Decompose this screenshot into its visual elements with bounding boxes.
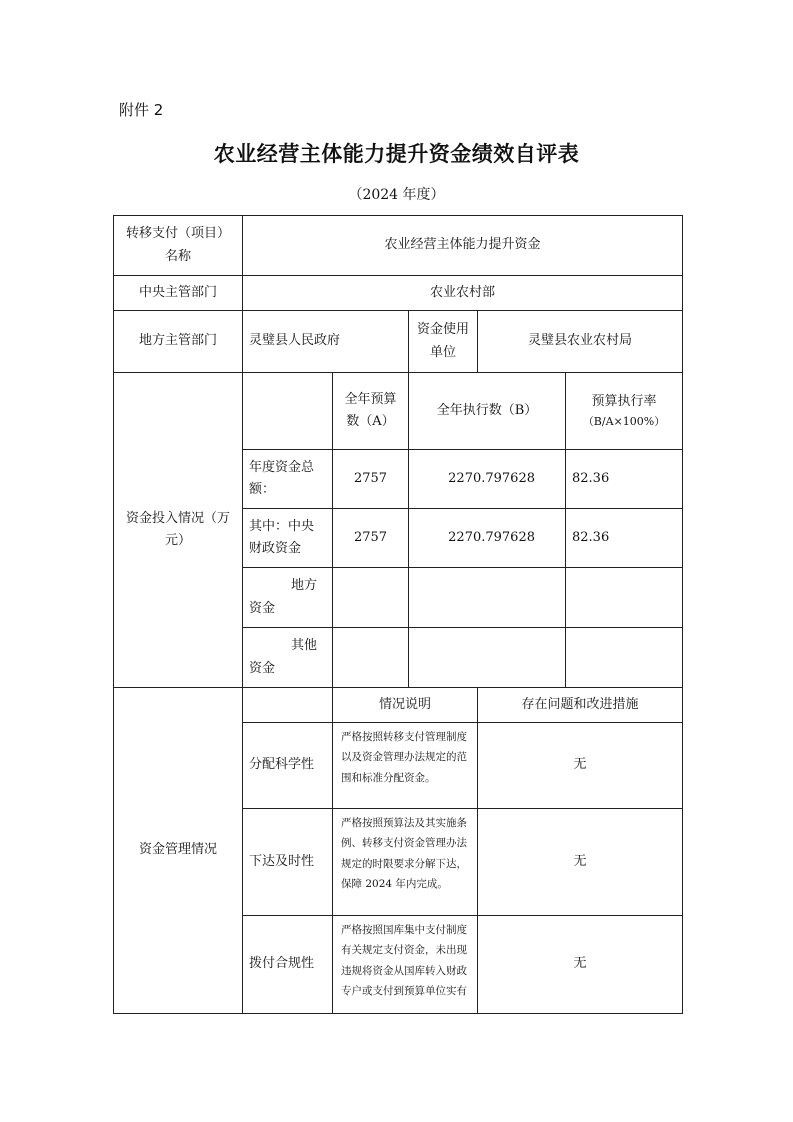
local-dept-value: 灵璧县人民政府: [243, 311, 409, 373]
management-section-label: 资金管理情况: [114, 688, 243, 1014]
management-row-label: 下达及时性: [243, 809, 333, 916]
year-label: （2024 年度）: [348, 187, 445, 203]
funds-row-budget: 2757: [333, 450, 409, 509]
management-row-label: 分配科学性: [243, 723, 333, 809]
col-rate-header-line2: （B/A×100%）: [582, 414, 666, 428]
funds-row-exec: 2270.797628: [409, 509, 566, 568]
project-name-label: 转移支付（项目）名称: [114, 216, 243, 276]
management-row-desc: 严格按照预算法及其实施条例、转移支付资金管理办法规定的时限要求分解下达，保障 2024 年内完成。: [333, 809, 478, 916]
funds-row-budget: [333, 628, 409, 688]
funds-section-label: 资金投入情况（万元）: [114, 373, 243, 688]
funds-row-label: 年度资金总额：: [243, 450, 333, 509]
funds-row-exec: 2270.797628: [409, 450, 566, 509]
funds-row-budget: 2757: [333, 509, 409, 568]
management-row-issue: 无: [478, 916, 683, 1014]
funds-row-exec: [409, 628, 566, 688]
funds-row-label: 地方资金: [243, 568, 333, 628]
funds-row-exec: [409, 568, 566, 628]
funds-row-budget: [333, 568, 409, 628]
col-desc-header: 情况说明: [333, 688, 478, 723]
col-rate-header-line1: 预算执行率: [591, 393, 657, 409]
funds-row-rate: [566, 568, 683, 628]
funds-row-rate: [566, 628, 683, 688]
funding-unit-value: 灵璧县农业农村局: [478, 311, 683, 373]
col-issue-header: 存在问题和改进措施: [478, 688, 683, 723]
col-exec-header: 全年执行数（B）: [409, 373, 566, 450]
funds-row-rate: 82.36: [566, 509, 683, 568]
funds-row-label: 其他资金: [243, 628, 333, 688]
management-header-blank: [243, 688, 333, 723]
attachment-label: 附件 2: [119, 101, 164, 119]
funds-row-rate: 82.36: [566, 450, 683, 509]
funding-unit-label: 资金使用单位: [409, 311, 478, 373]
funds-row-label: 其中：中央财政资金: [243, 509, 333, 568]
col-budget-header: 全年预算数（A）: [333, 373, 409, 450]
local-dept-label: 地方主管部门: [114, 311, 243, 373]
evaluation-table: [113, 215, 683, 1014]
page-title: 农业经营主体能力提升资金绩效自评表: [213, 142, 580, 166]
central-dept-value: 农业农村部: [243, 276, 683, 311]
management-row-issue: 无: [478, 723, 683, 809]
management-row-desc: 严格按照转移支付管理制度以及资金管理办法规定的范围和标准分配资金。: [333, 723, 478, 809]
funds-header-blank: [243, 373, 333, 450]
central-dept-label: 中央主管部门: [114, 276, 243, 311]
management-row-issue: 无: [478, 809, 683, 916]
project-name-value: 农业经营主体能力提升资金: [243, 216, 683, 276]
col-rate-header: [566, 373, 683, 450]
management-row-label: 拨付合规性: [243, 916, 333, 1014]
management-row-desc: 严格按照国库集中支付制度有关规定支付资金，未出现违规将资金从国库转入财政专户或支付到预算单位实有: [333, 916, 478, 1014]
